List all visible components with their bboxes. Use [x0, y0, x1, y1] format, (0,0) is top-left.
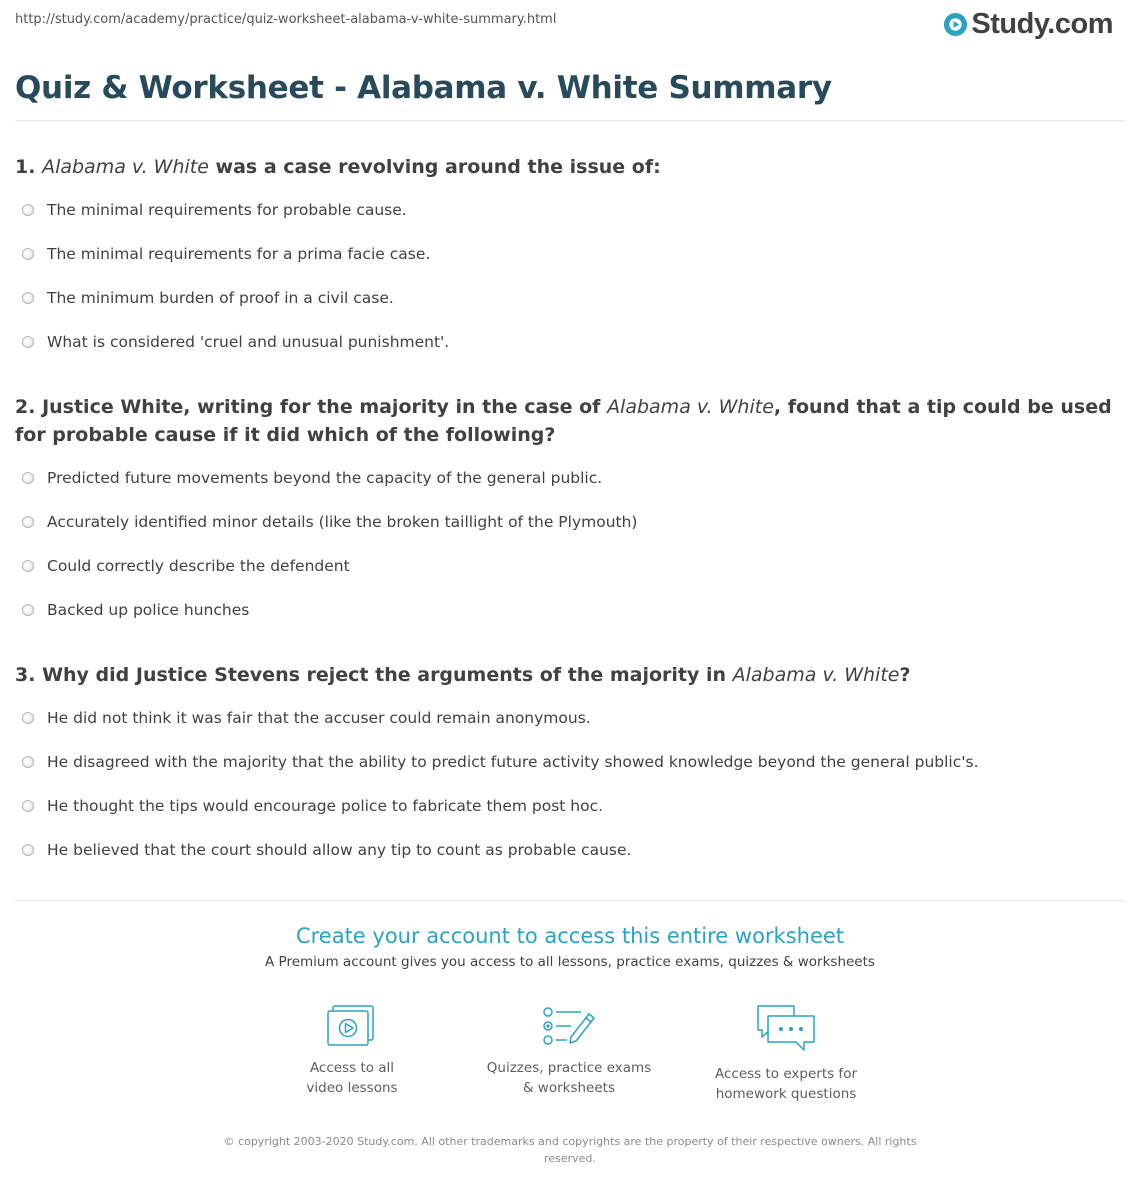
feature-label: Access to experts for homework questions	[714, 1066, 857, 1102]
question-1-options	[22, 188, 1122, 364]
radio-button[interactable]	[22, 516, 34, 528]
feature-label: Access to all video lessons	[306, 1060, 398, 1096]
question-text: ?	[899, 664, 911, 686]
case-name: Alabama v. White	[607, 396, 774, 418]
answer-option[interactable]	[22, 784, 1122, 828]
radio-button[interactable]	[22, 800, 34, 812]
answer-text: What is considered 'cruel and unusual punishment'.	[47, 333, 450, 351]
answer-option[interactable]	[22, 188, 1122, 232]
feature-video-lessons	[252, 1004, 452, 1098]
top-bar	[0, 0, 1140, 50]
quiz-checklist-icon	[541, 1004, 597, 1048]
answer-option[interactable]	[22, 544, 1122, 588]
answer-text: He believed that the court should allow any tip to count as probable cause.	[47, 841, 632, 859]
copyright-footer: © copyright 2003-2020 Study.com. All other trademarks and copyrights are the property of their respective owners. All rights reserved.	[223, 1135, 917, 1165]
play-circle-icon	[943, 12, 968, 37]
answer-option[interactable]	[22, 276, 1122, 320]
answer-option[interactable]	[22, 232, 1122, 276]
feature-quizzes	[469, 1004, 669, 1098]
chat-bubbles-icon	[754, 1004, 818, 1054]
question-number: 1.	[15, 156, 36, 178]
cta-divider	[15, 900, 1125, 901]
study-logo[interactable]	[943, 8, 1113, 41]
answer-option[interactable]	[22, 740, 1122, 784]
answer-text: He thought the tips would encourage police to fabricate them post hoc.	[47, 797, 604, 815]
radio-button[interactable]	[22, 472, 34, 484]
answer-text: Could correctly describe the defendent	[47, 557, 350, 575]
answer-option[interactable]	[22, 320, 1122, 364]
case-name: Alabama v. White	[732, 664, 900, 686]
cta-title-link[interactable]: Create your account to access this entire worksheet	[295, 924, 845, 948]
question-1	[15, 153, 1125, 181]
radio-button[interactable]	[22, 336, 34, 348]
question-number: 2.	[15, 396, 36, 418]
page-url[interactable]: http://study.com/academy/practice/quiz-worksheet-alabama-v-white-summary.html	[15, 12, 557, 27]
answer-text: The minimum burden of proof in a civil case.	[47, 289, 394, 307]
radio-button[interactable]	[22, 292, 34, 304]
radio-button[interactable]	[22, 712, 34, 724]
feature-experts	[686, 1004, 886, 1104]
question-text: Why did Justice Stevens reject the arguments of the majority in	[35, 664, 733, 686]
question-number: 3.	[15, 664, 36, 686]
question-text: was a case revolving around the issue of:	[208, 156, 661, 178]
answer-text: He did not think it was fair that the accuser could remain anonymous.	[47, 709, 591, 727]
answer-option[interactable]	[22, 588, 1122, 632]
radio-button[interactable]	[22, 844, 34, 856]
answer-text: He disagreed with the majority that the ability to predict future activity showed knowledge beyond the general public's.	[47, 753, 979, 771]
question-3	[15, 661, 1125, 689]
answer-text: The minimal requirements for a prima facie case.	[47, 245, 431, 263]
answer-text: Predicted future movements beyond the capacity of the general public.	[47, 469, 603, 487]
radio-button[interactable]	[22, 604, 34, 616]
cta-subtitle: A Premium account gives you access to all lessons, practice exams, quizzes & worksheets	[265, 954, 875, 970]
answer-option[interactable]	[22, 500, 1122, 544]
page-title: Quiz & Worksheet - Alabama v. White Summary	[15, 70, 832, 106]
answer-option[interactable]	[22, 828, 1122, 872]
radio-button[interactable]	[22, 560, 34, 572]
feature-label: Quizzes, practice exams & worksheets	[486, 1060, 652, 1096]
video-lessons-icon	[326, 1004, 378, 1048]
answer-option[interactable]	[22, 456, 1122, 500]
question-text: , found that a tip could be used for probable cause if it did which of the following?	[15, 396, 1112, 446]
answer-text: The minimal requirements for probable cause.	[47, 201, 407, 219]
answer-option[interactable]	[22, 696, 1122, 740]
title-divider	[15, 120, 1125, 121]
question-2-options	[22, 456, 1122, 632]
radio-button[interactable]	[22, 248, 34, 260]
case-name: Alabama v. White	[42, 156, 209, 178]
radio-button[interactable]	[22, 204, 34, 216]
logo-text: Study.com	[971, 8, 1113, 40]
answer-text: Accurately identified minor details (like the broken taillight of the Plymouth)	[47, 513, 638, 531]
answer-text: Backed up police hunches	[47, 601, 250, 619]
question-3-options	[22, 696, 1122, 872]
question-text: Justice White, writing for the majority in the case of	[35, 396, 608, 418]
question-2	[15, 393, 1125, 449]
radio-button[interactable]	[22, 756, 34, 768]
